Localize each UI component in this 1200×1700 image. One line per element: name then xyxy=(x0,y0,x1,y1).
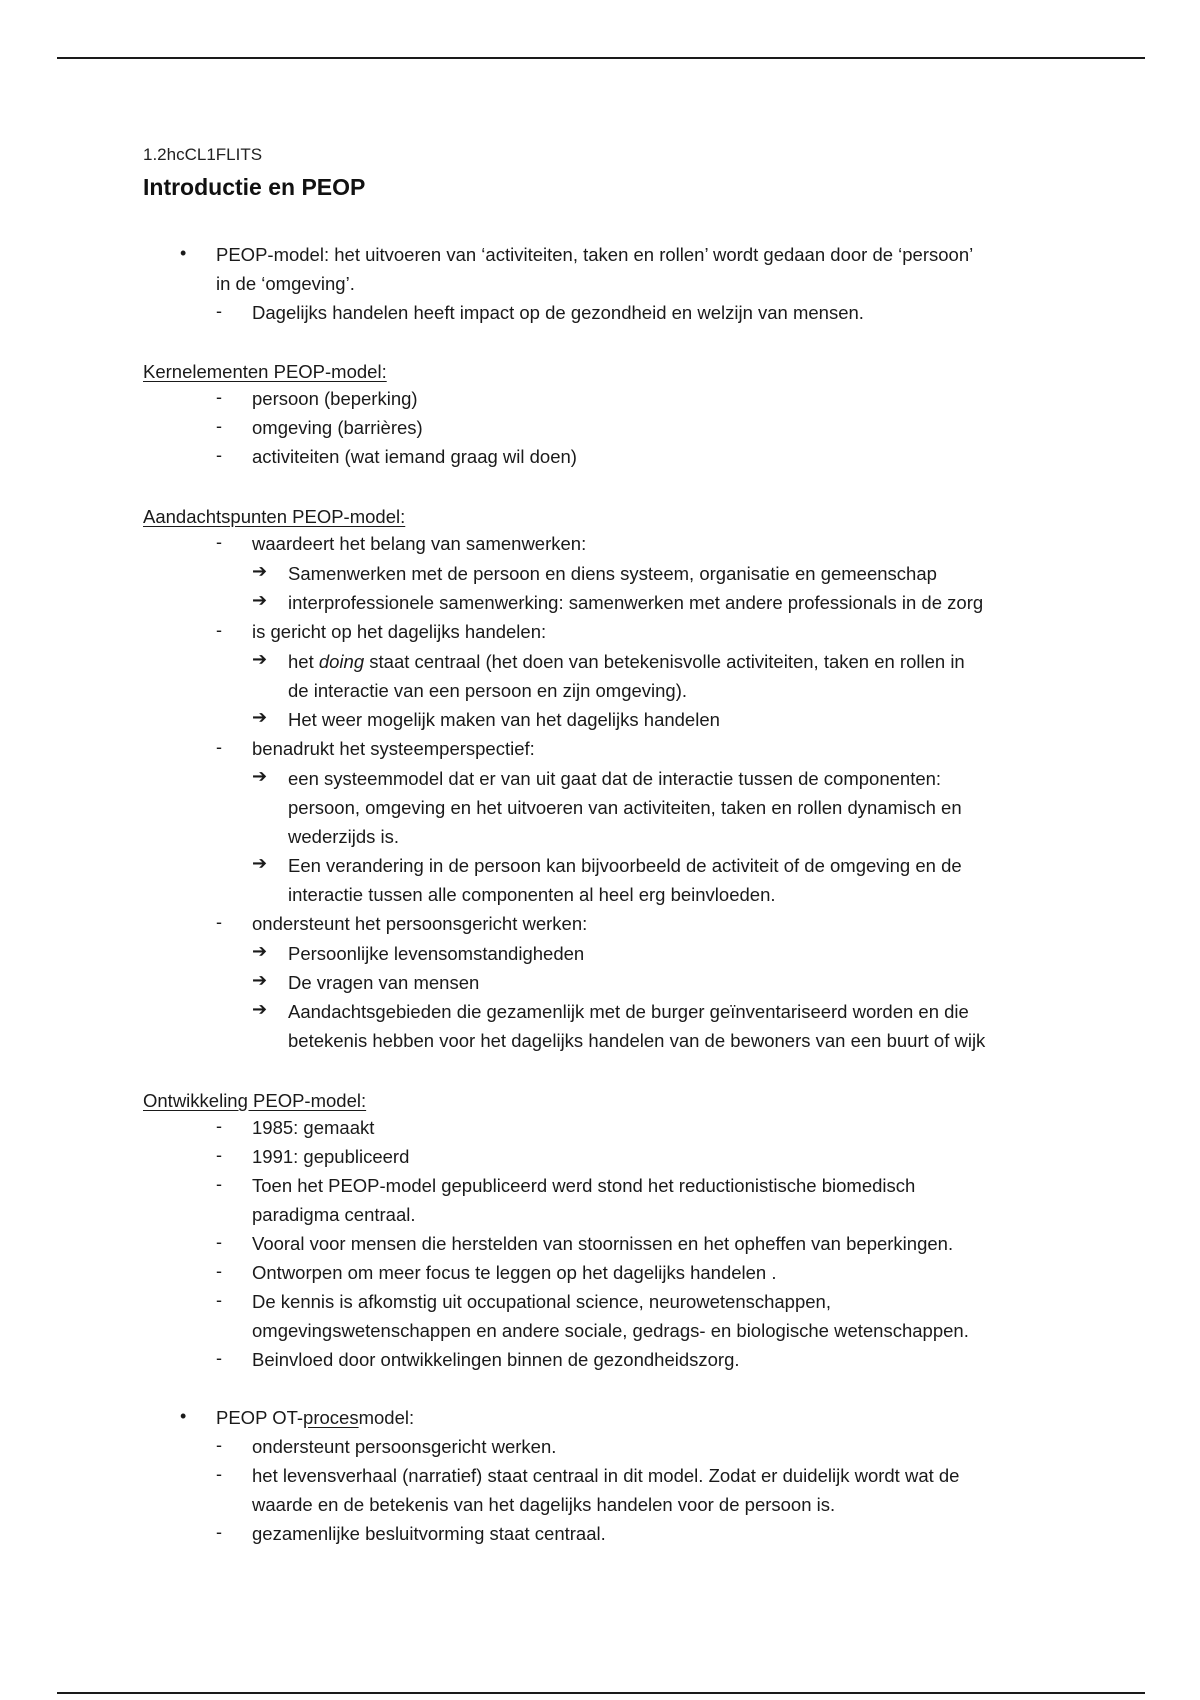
dash-marker: - xyxy=(216,1116,222,1136)
dash-marker: - xyxy=(216,532,222,552)
dash-marker: - xyxy=(216,1435,222,1455)
dash-marker: - xyxy=(216,1145,222,1165)
dash-marker: - xyxy=(216,737,222,757)
arrow-item: interprofessionele samenwerking: samenwerken met andere professionals in de zorg xyxy=(288,592,984,613)
arrow-item: Het weer mogelijk maken van het dagelijks handelen xyxy=(288,709,720,730)
arrow-item-continuation: betekenis hebben voor het dagelijks handelen van de bewoners van een buurt of wijk xyxy=(288,1030,986,1051)
arrow-item: Persoonlijke levensomstandigheden xyxy=(288,943,585,964)
dash-marker: - xyxy=(216,912,222,932)
intro-bullet-line-1: PEOP-model: het uitvoeren van ‘activiteiten, taken en rollen’ wordt gedaan door de ‘persoon’ xyxy=(216,244,974,265)
dash-marker: - xyxy=(216,1464,222,1484)
arrow-item-continuation: interactie tussen alle componenten al heel erg beinvloeden. xyxy=(288,884,776,905)
arrow-item: Een verandering in de persoon kan bijvoorbeeld de activiteit of de omgeving en de xyxy=(288,855,962,876)
arrow-item-continuation: de interactie van een persoon en zijn omgeving). xyxy=(288,680,688,701)
arrow-item: Aandachtsgebieden die gezamenlijk met de burger geïnventariseerd worden en die xyxy=(288,1001,969,1022)
list-item: Beinvloed door ontwikkelingen binnen de gezondheidszorg. xyxy=(252,1349,740,1370)
kern-heading: Kernelementen PEOP-model: xyxy=(143,361,387,382)
list-item: het levensverhaal (narratief) staat centraal in dit model. Zodat er duidelijk wordt wat de xyxy=(252,1465,960,1486)
dash-marker: - xyxy=(216,445,222,465)
text-run: het xyxy=(288,651,319,672)
arrow-item-continuation: wederzijds is. xyxy=(288,826,400,847)
dash-marker: - xyxy=(216,620,222,640)
dash-marker: - xyxy=(216,387,222,407)
list-item: Ontworpen om meer focus te leggen op het dagelijks handelen . xyxy=(252,1262,777,1283)
document-code: 1.2hcCL1FLITS xyxy=(143,145,263,164)
intro-bullet-line-2: in de ‘omgeving’. xyxy=(216,273,355,294)
dash-marker: - xyxy=(216,1261,222,1281)
arrow-icon: ➔ xyxy=(252,561,268,581)
dash-marker: - xyxy=(216,1174,222,1194)
arrow-icon: ➔ xyxy=(252,766,268,786)
arrow-item xyxy=(288,647,965,676)
dash-marker: - xyxy=(216,1290,222,1310)
list-item: persoon (beperking) xyxy=(252,388,418,409)
list-item: activiteiten (wat iemand graag wil doen) xyxy=(252,446,577,467)
list-item: is gericht op het dagelijks handelen: xyxy=(252,621,547,642)
arrow-item: De vragen van mensen xyxy=(288,972,480,993)
emphasis-doing: doing xyxy=(318,651,365,672)
arrow-icon: ➔ xyxy=(252,970,268,990)
arrow-item: een systeemmodel dat er van uit gaat dat de interactie tussen de componenten: xyxy=(288,768,942,789)
bottom-rule xyxy=(57,1692,1145,1694)
arrow-icon: ➔ xyxy=(252,707,268,727)
list-item: waardeert het belang van samenwerken: xyxy=(252,533,587,554)
list-item: Toen het PEOP-model gepubliceerd werd stond het reductionistische biomedisch xyxy=(252,1175,916,1196)
arrow-item-continuation: persoon, omgeving en het uitvoeren van activiteiten, taken en rollen dynamisch en xyxy=(288,797,962,818)
list-item: benadrukt het systeemperspectief: xyxy=(252,738,535,759)
list-item: 1985: gemaakt xyxy=(252,1117,375,1138)
text-run: model: xyxy=(358,1407,415,1428)
dash-marker: - xyxy=(216,416,222,436)
top-rule xyxy=(57,57,1145,59)
page-title: Introductie en PEOP xyxy=(143,174,366,200)
arrow-icon: ➔ xyxy=(252,999,268,1019)
arrow-icon: ➔ xyxy=(252,853,268,873)
list-item: 1991: gepubliceerd xyxy=(252,1146,410,1167)
list-item: Vooral voor mensen die herstelden van stoornissen en het opheffen van beperkingen. xyxy=(252,1233,954,1254)
list-item-continuation: paradigma centraal. xyxy=(252,1204,416,1225)
list-item: omgeving (barrières) xyxy=(252,417,423,438)
dash-marker: - xyxy=(216,1232,222,1252)
list-item-continuation: waarde en de betekenis van het dagelijks handelen voor de persoon is. xyxy=(252,1494,836,1515)
list-item: De kennis is afkomstig uit occupational science, neurowetenschappen, xyxy=(252,1291,831,1312)
underlined-term: proces xyxy=(303,1407,359,1428)
intro-dash-item: Dagelijks handelen heeft impact op de gezondheid en welzijn van mensen. xyxy=(252,302,864,323)
ot-bullet xyxy=(216,1403,414,1432)
arrow-icon: ➔ xyxy=(252,590,268,610)
dash-marker: - xyxy=(216,301,222,321)
list-item-continuation: omgevingswetenschappen en andere sociale, gedrags- en biologische wetenschappen. xyxy=(252,1320,969,1341)
bullet-marker: • xyxy=(180,1406,187,1426)
dash-marker: - xyxy=(216,1348,222,1368)
text-run: PEOP OT- xyxy=(216,1407,304,1428)
arrow-icon: ➔ xyxy=(252,649,268,669)
list-item: gezamenlijke besluitvorming staat centraal. xyxy=(252,1523,606,1544)
aandacht-heading: Aandachtspunten PEOP-model: xyxy=(143,506,406,527)
list-item: ondersteunt persoonsgericht werken. xyxy=(252,1436,557,1457)
list-item: ondersteunt het persoonsgericht werken: xyxy=(252,913,588,934)
arrow-item: Samenwerken met de persoon en diens systeem, organisatie en gemeenschap xyxy=(288,563,937,584)
ontw-heading: Ontwikkeling PEOP-model: xyxy=(143,1090,367,1111)
dash-marker: - xyxy=(216,1522,222,1542)
bullet-marker: • xyxy=(180,243,187,263)
text-run: staat centraal (het doen van betekenisvolle activiteiten, taken en rollen in xyxy=(364,651,965,672)
arrow-icon: ➔ xyxy=(252,941,268,961)
